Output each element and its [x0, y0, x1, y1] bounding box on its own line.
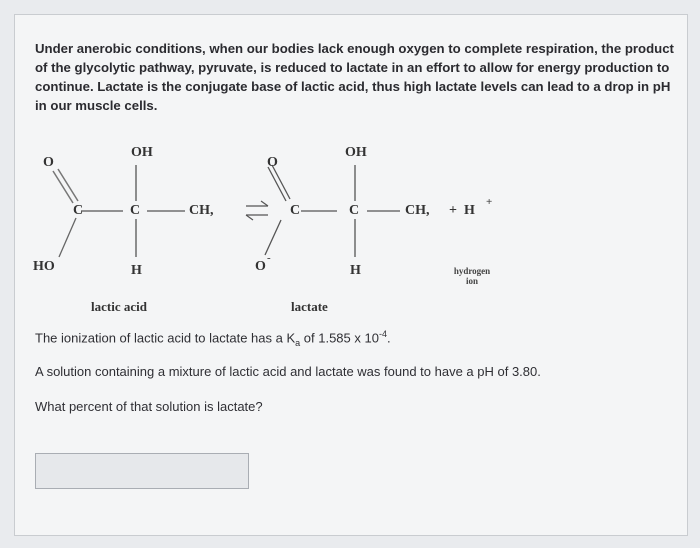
hydrogen-charge: +: [486, 196, 493, 208]
carboxylate-oxygen: O: [255, 259, 266, 274]
carbon-3: C: [290, 203, 301, 218]
hydrogen-right: H: [350, 263, 361, 278]
answer-input[interactable]: [35, 453, 249, 489]
question-card: [14, 14, 688, 536]
oxygen-charge: -: [267, 252, 271, 264]
ka-statement: The ionization of lactic acid to lactate has a $K_a$ of 1.585 x $10^{-4}$.: [35, 329, 391, 348]
carbon-2: C: [130, 203, 141, 218]
ph-statement: A solution containing a mixture of lactic acid and lactate was found to have a pH of 3.80.: [35, 364, 541, 379]
question-text: What percent of that solution is lactate?: [35, 399, 263, 414]
methyl-left: CH,: [189, 203, 214, 218]
intro-paragraph: Under anerobic conditions, when our bodies lack enough oxygen to complete respiration, the product of the glycolytic pathway, pyruvate, is reduced to lactate in an effort to allow for energy production to continue. Lactate is the conjugate base of lactic acid, thus high lactate levels can lead to a drop in pH in our muscle cells.: [35, 41, 674, 113]
hydrogen-ion-label-2: ion: [465, 276, 478, 286]
carbon-1: C: [73, 203, 84, 218]
hydroxyl-left: OH: [131, 145, 153, 160]
carbon-4: C: [349, 203, 360, 218]
plus-hydrogen: + H: [449, 203, 475, 218]
lactic-acid-label: lactic acid: [91, 299, 147, 314]
methyl-right: CH,: [405, 203, 430, 218]
hydrogen-left: H: [131, 263, 142, 278]
hydrogen-ion-label-1: hydrogen: [453, 266, 491, 276]
carbonyl-oxygen-left: O: [43, 155, 54, 170]
lactate-label: lactate: [291, 299, 328, 314]
carbonyl-oxygen-mid: O: [267, 155, 278, 170]
hydroxyl-right: OH: [345, 145, 367, 160]
hydroxyl-ho: HO: [33, 259, 55, 274]
